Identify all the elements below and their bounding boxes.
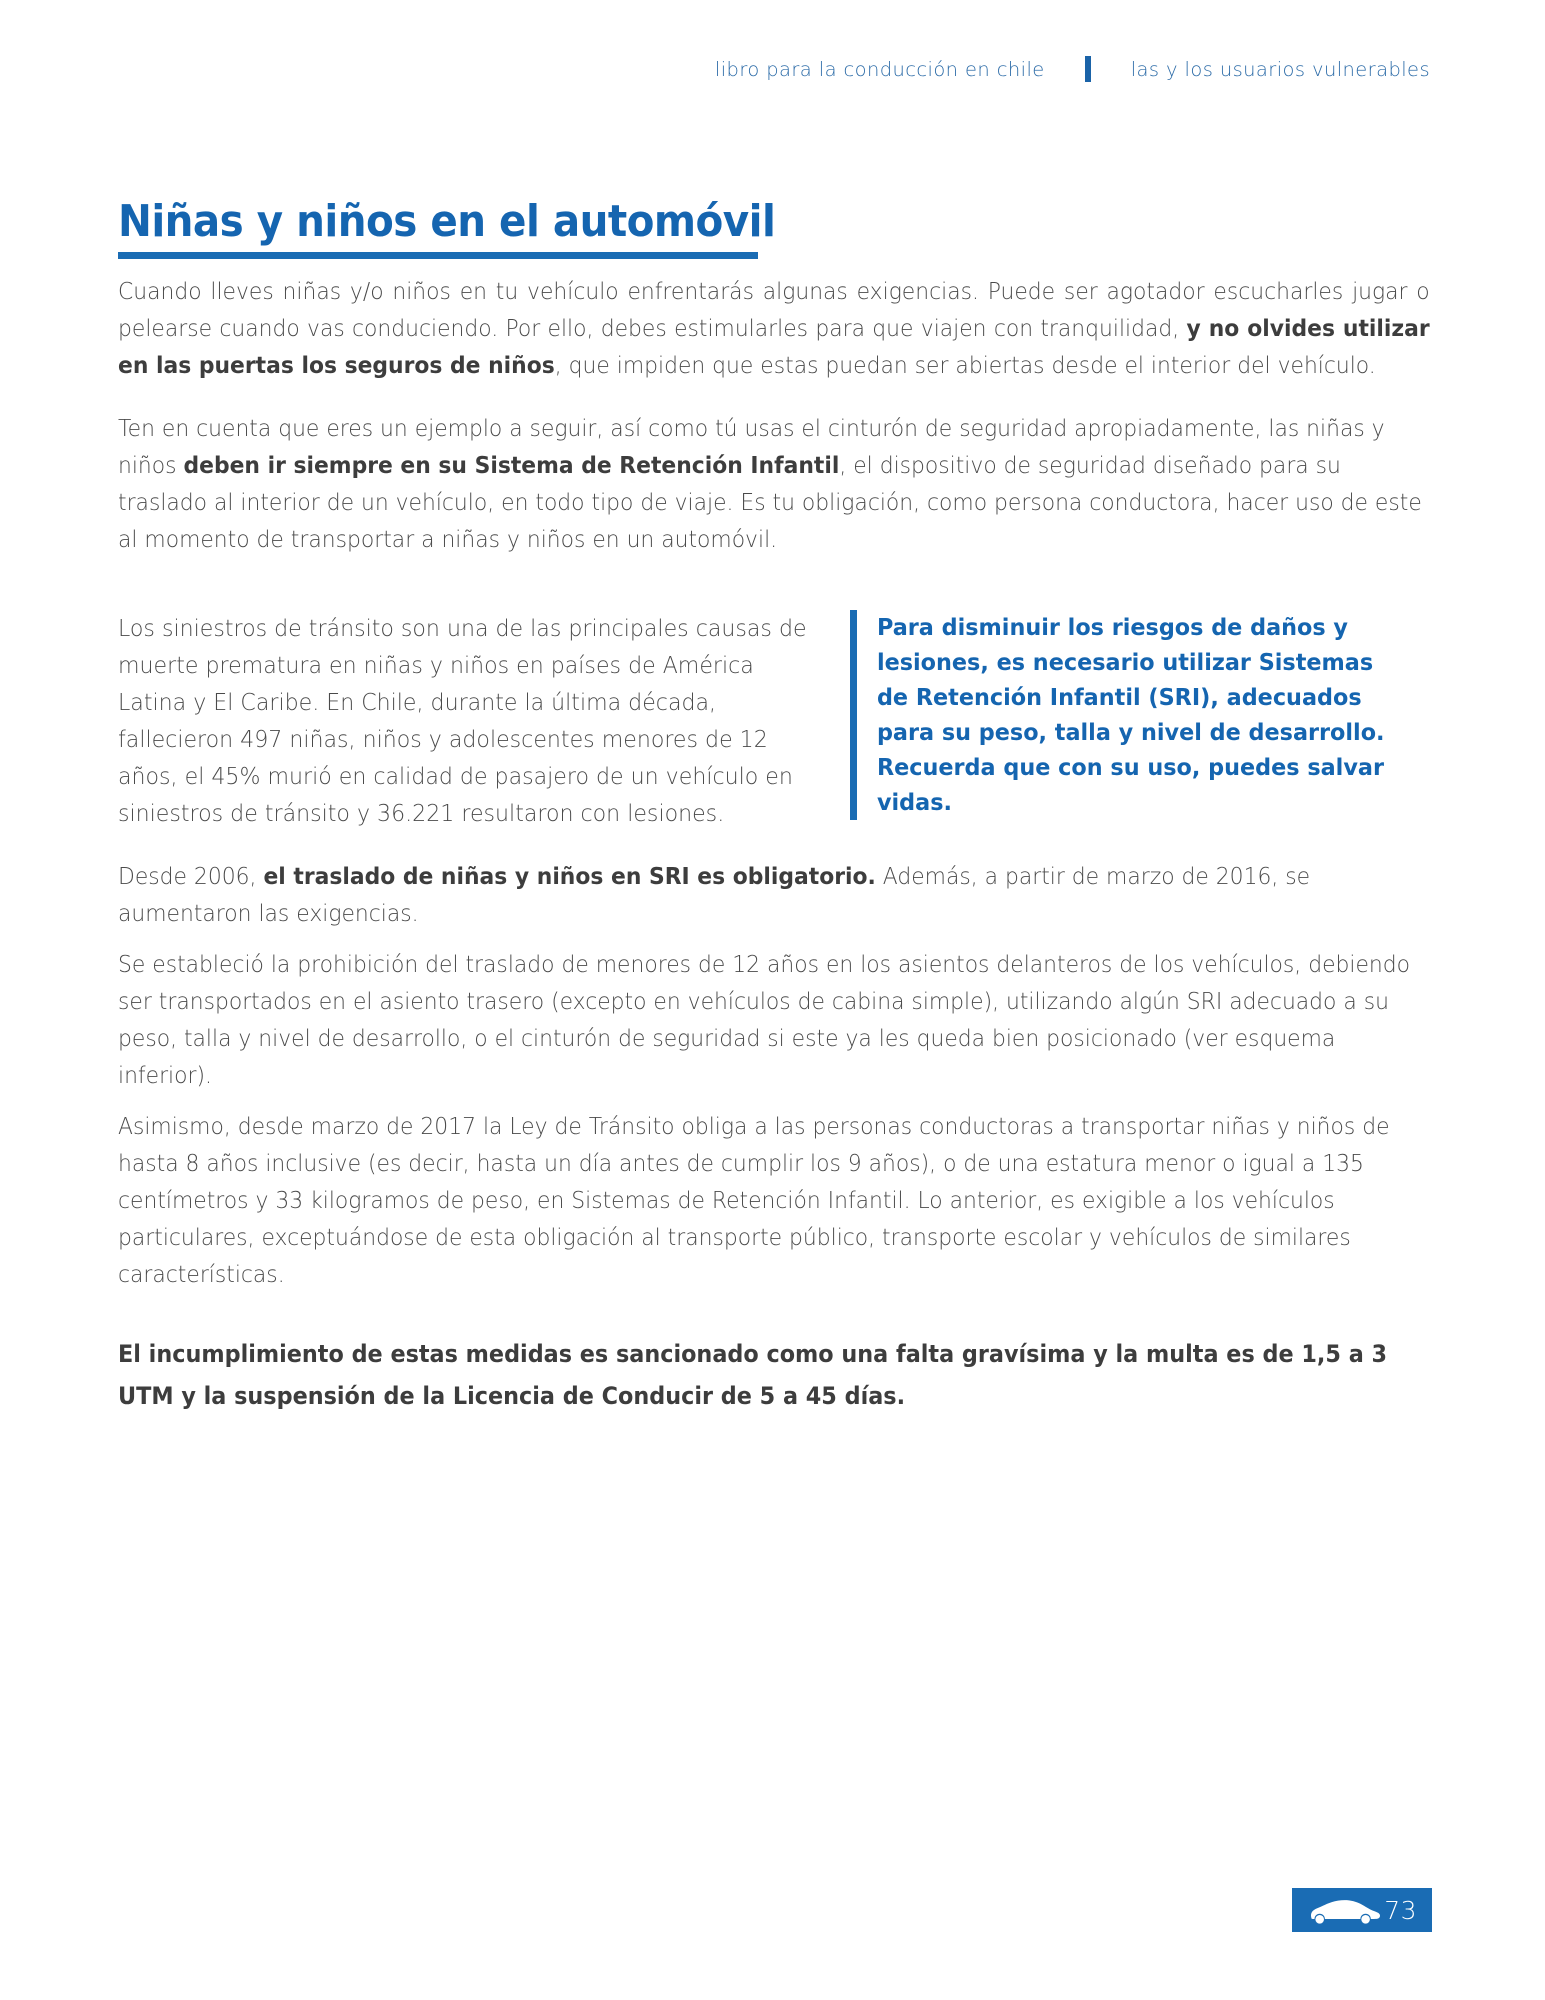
paragraph-intro-emphasis: y no olvides utilizar en las puertas los seguros de niños [118, 314, 1430, 379]
paragraph-law-2006 [118, 858, 1430, 932]
paragraph-law-2006-text-a: Desde 2006, [118, 862, 264, 890]
paragraph-intro-text-b: , que impiden que estas puedan ser abiertas desde el interior del vehículo. [554, 351, 1376, 379]
paragraph-example-text-b: , el dispositivo de seguridad diseñado para su traslado al interior de un vehículo, en todo tipo de viaje. Es tu obligación, como persona conductora, hacer uso de este al momento de transportar a niñas y niños en un automóvil. [118, 451, 1422, 553]
title-block [118, 196, 1430, 259]
header-book-title: libro para la conducción en chile [714, 57, 1045, 81]
paragraph-law-2006-text-b: Además, a partir de marzo de 2016, se aumentaron las exigencias. [118, 862, 1311, 927]
paragraph-intro-text-a: Cuando lleves niñas y/o niños en tu vehículo enfrentarás algunas exigencias. Puede ser agotador escucharles jugar o pelearse cuando vas conduciendo. Por ello, debes estimularles para que viajen con tranquilidad, [118, 277, 1430, 342]
page-number-badge [1292, 1888, 1432, 1932]
paragraph-law-2017: Asimismo, desde marzo de 2017 la Ley de Tránsito obliga a las personas conductoras a transportar niñas y niños de hasta 8 años inclusive (es decir, hasta un día antes de cumplir los 9 años), o de una estatura menor o igual a 135 centímetros y 33 kilogramos de peso, en Sistemas de Retención Infantil. Lo anterior, es exigible a los vehículos particulares, exceptuándose de esta obligación al transporte público, transporte escolar y vehículos de similares características. [118, 1112, 1390, 1288]
car-icon [1305, 1895, 1383, 1925]
stats-and-callout-row [118, 610, 1430, 832]
callout-accent-bar [850, 610, 857, 820]
paragraph-example [118, 410, 1430, 558]
page-title: Niñas y niños en el automóvil [118, 196, 776, 247]
highlight-callout [850, 610, 1430, 820]
page-content [118, 196, 1430, 1417]
paragraph-statistics: Los siniestros de tránsito son una de las principales causas de muerte prematura en niñas y niños en países de América Latina y El Caribe. En Chile, durante la última década, fallecieron 497 niñas, niños y adolescentes menores de 12 años, el 45% murió en calidad de pasajero de un vehículo en siniestros de tránsito y 36.221 resultaron con lesiones. [118, 614, 807, 827]
callout-text: Para disminuir los riesgos de daños y lesiones, es necesario utilizar Sistemas de Retención Infantil (SRI), adecuados para su peso, talla y nivel de desarrollo. Recuerda que con su uso, puedes salvar vidas. [876, 613, 1385, 816]
paragraph-example-text-a: Ten en cuenta que eres un ejemplo a seguir, así como tú usas el cinturón de seguridad apropiadamente, las niñas y niños [118, 414, 1385, 479]
page-number: 73 [1384, 1895, 1417, 1925]
paragraph-sanction: El incumplimiento de estas medidas es sancionado como una falta gravísima y la multa es de 1,5 a 3 UTM y la suspensión de la Licencia de Conducir de 5 a 45 días. [118, 1340, 1388, 1410]
paragraph-example-emphasis: deben ir siempre en su Sistema de Retención Infantil [183, 451, 840, 479]
paragraph-law-2006-emphasis: el traslado de niñas y niños en SRI es obligatorio. [263, 862, 876, 890]
stats-column [118, 610, 818, 832]
vertical-bar-icon [1085, 56, 1091, 82]
paragraph-prohibition: Se estableció la prohibición del traslado de menores de 12 años en los asientos delanteros de los vehículos, debiendo ser transportados en el asiento trasero (excepto en vehículos de cabina simple), utilizando algún SRI adecuado a su peso, talla y nivel de desarrollo, o el cinturón de seguridad si este ya les queda bien posicionado (ver esquema inferior). [118, 950, 1411, 1089]
running-header [0, 56, 1545, 82]
title-underline [118, 252, 758, 259]
header-chapter-title: las y los usuarios vulnerables [1130, 57, 1430, 81]
paragraph-intro [118, 273, 1430, 384]
